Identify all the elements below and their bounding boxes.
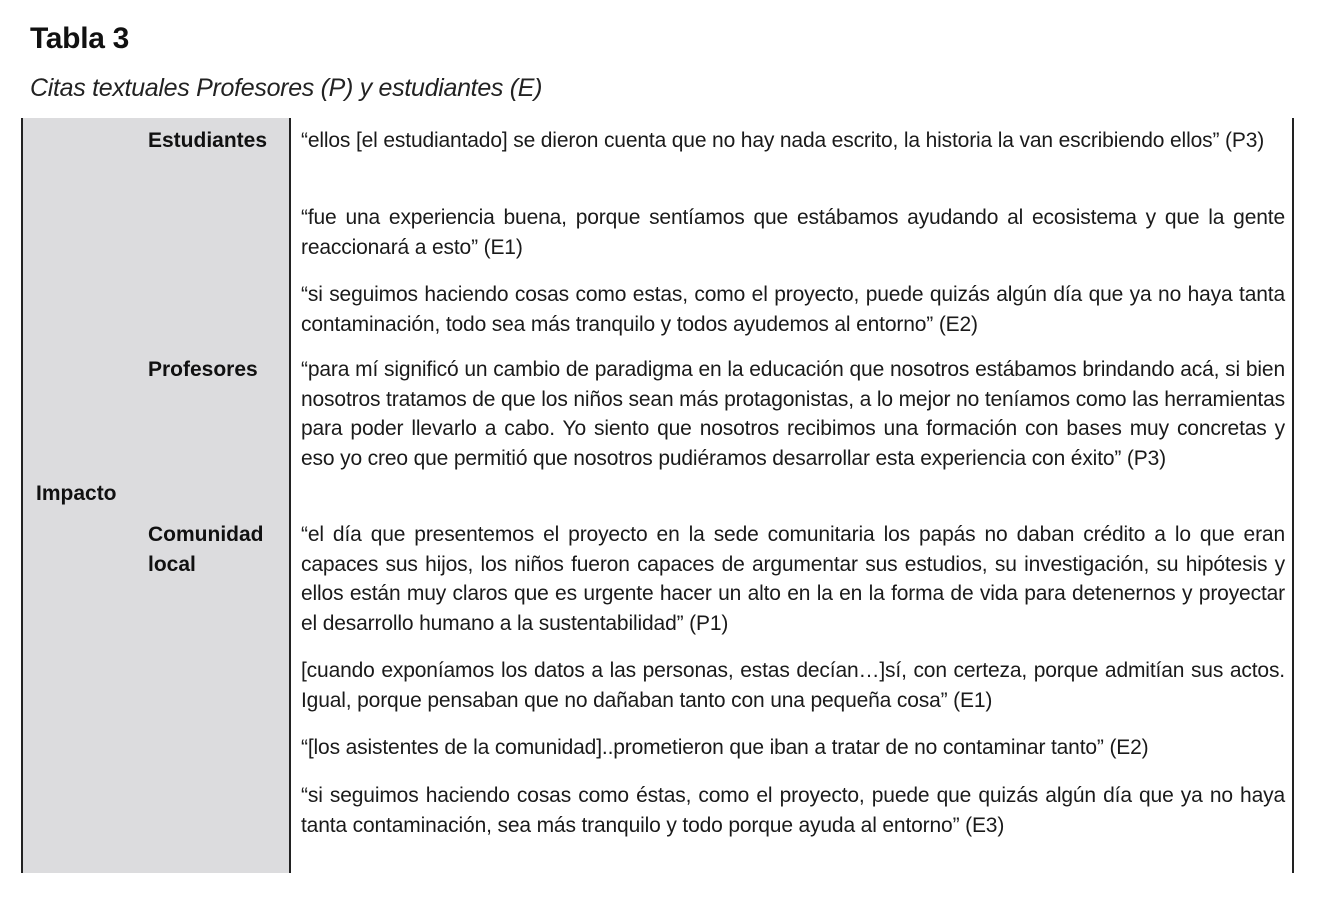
quote-estudiantes-1: “ellos [el estudiantado] se dieron cuenta que no hay nada escrito, la historia la van escribiendo ellos” (P3)	[301, 129, 1265, 152]
quote-comunidad-4: “si seguimos haciendo cosas como éstas, como el proyecto, puede que quizás algún día que ya no haya tanta contaminación, sea más tranquilo y todo porque ayuda al entorno” (E3)	[301, 784, 1285, 837]
quote-estudiantes-3: “si seguimos haciendo cosas como estas, como el proyecto, puede quizás algún día que ya no haya tanta contaminación, todo sea más tranquilo y todos ayudemos al entorno” (E2)	[301, 283, 1285, 336]
quote-comunidad-3: “[los asistentes de la comunidad]..prometieron que iban a tratar de no contaminar tanto” (E2)	[301, 736, 1149, 759]
table-title: Tabla 3	[30, 22, 130, 55]
quote-profesores-1: “para mí significó un cambio de paradigma en la educación que nosotros estábamos brindando acá, si bien nosotros tratamos de que los niños sean más protagonistas, a lo mejor no teníamos como las herramientas para poder llevarlo a cabo. Yo siento que nosotros recibimos una formación con bases muy concretas y eso yo creo que permitió que nosotros pudiéramos desarrollar esta experiencia con éxito” (P3)	[301, 358, 1285, 470]
category-label: Impacto	[36, 482, 117, 505]
quotes-table	[21, 118, 1294, 873]
table-subtitle: Citas textuales Profesores (P) y estudiantes (E)	[30, 74, 543, 102]
quote-comunidad-2: [cuando exponíamos los datos a las personas, estas decían…]sí, con certeza, porque admitían sus actos. Igual, porque pensaban que no dañaban tanto con una pequeña cosa” (E1)	[301, 659, 1285, 712]
group-label-estudiantes: Estudiantes	[148, 129, 268, 152]
group-label-profesores: Profesores	[148, 358, 258, 381]
group-label-comunidad-local: Comunidad local	[148, 523, 264, 576]
quote-estudiantes-2: “fue una experiencia buena, porque sentíamos que estábamos ayudando al ecosistema y que la gente reaccionará a esto” (E1)	[301, 206, 1285, 259]
quote-comunidad-1: “el día que presentemos el proyecto en la sede comunitaria los papás no daban crédito a lo que eran capaces sus hijos, los niños fueron capaces de argumentar sus estudios, su investigación, su hipótesis y ellos están muy claros que es urgente hacer un alto en la en la forma de vida para detenernos y proyectar el desarrollo humano a la sustentabilidad” (P1)	[301, 523, 1285, 635]
